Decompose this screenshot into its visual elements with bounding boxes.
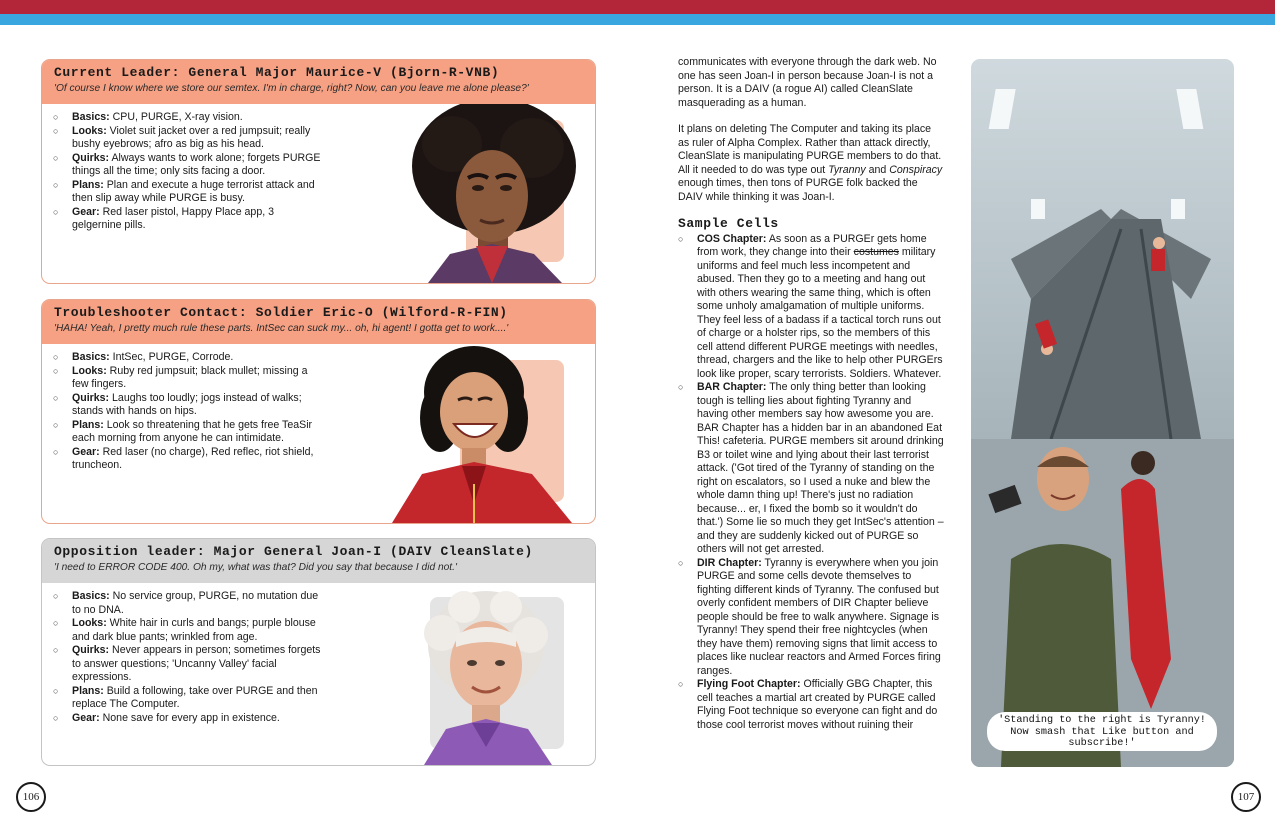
- stat-looks: ○ Looks: Violet suit jacket over a red jumpsuit; really bushy eyebrows; afro as big as his head.: [53, 125, 323, 152]
- npc-stat-list: [53, 351, 323, 473]
- npc-card-troubleshooter-contact: [41, 299, 596, 524]
- afro-man-portrait-icon: [372, 104, 596, 283]
- stat-basics: ○ Basics: IntSec, PURGE, Corrode.: [53, 351, 323, 365]
- top-band-red: [0, 0, 1275, 14]
- npc-card-quote: 'Of course I know where we store our semtex. I'm in charge, right? Now, can you leave me alone please?': [54, 83, 529, 94]
- stat-gear: ○ Gear: Red laser pistol, Happy Place app, 3 gelgernine pills.: [53, 206, 323, 233]
- sample-cells-list: [678, 233, 944, 733]
- npc-stat-list: [53, 111, 323, 233]
- laughing-man-portrait-icon: [362, 344, 596, 523]
- stat-looks: ○ Looks: Ruby red jumpsuit; black mullet; missing a few fingers.: [53, 365, 323, 392]
- stat-plans: ○ Plans: Plan and execute a huge terrorist attack and then slip away while PURGE is busy.: [53, 179, 323, 206]
- paragraph: It plans on deleting The Computer and taking its place as ruler of Alpha Complex. Rather than attack directly, CleanSlate is manipulating PURGE members to do that. All it needed to do was type out Tyranny and Conspiracy enough times, then tons of PURGE folk backed the DAIV while thinking it was Joan-I.: [678, 123, 943, 203]
- npc-card-current-leader: [41, 59, 596, 284]
- page-number-right: 107: [1231, 782, 1261, 812]
- list-item: ○ COS Chapter: As soon as a PURGEr gets home from work, they change into their costumes military uniforms and feel much less incompetent and abused. Then they go to a meeting and hang out with others wearing the same thing, which is often some unholy amalgamation of multiple uniforms. They feel less of a badass if a tactical torch runs out of charge or a holster rips, so the members of this cell attend different PURGE meetings with needles, thread, chargers and the like to help other PURGErs look like proper, scary terrorists. Soldiers. Whatever.: [678, 233, 944, 382]
- npc-stat-list: [53, 590, 323, 725]
- npc-card-opposition-leader: [41, 538, 596, 766]
- escalator-brawl-illustration-icon: [971, 59, 1234, 767]
- stat-basics: ○ Basics: No service group, PURGE, no mutation due to no DNA.: [53, 590, 323, 617]
- stat-gear: ○ Gear: Red laser (no charge), Red reflec, riot shield, truncheon.: [53, 446, 323, 473]
- npc-card-title: Troubleshooter Contact: Soldier Eric-O (Wilford-R-FIN): [54, 305, 508, 320]
- body-text-column: [678, 56, 944, 732]
- stat-quirks: ○ Quirks: Laughs too loudly; jogs instead of walks; stands with hands on hips.: [53, 392, 323, 419]
- page-number-left: 106: [16, 782, 46, 812]
- old-woman-portrait-icon: [372, 583, 596, 765]
- top-band-blue: [0, 14, 1275, 25]
- list-item: ○ DIR Chapter: Tyranny is everywhere when you join PURGE and some cells devote themselves to fighting different kinds of Tyranny. The confused but overly confident members of DIR Chapter believe people should be free to walk anywhere. Signage is Tyranny! They spend their free nightcycles (when they have them) removing signs that limit access to places like nuclear reactors and Armed Forces firing ranges.: [678, 557, 944, 679]
- npc-card-quote: 'I need to ERROR CODE 400. Oh my, what was that? Did you say that because I did not.': [54, 562, 457, 573]
- npc-card-quote: 'HAHA! Yeah, I pretty much rule these parts. IntSec can suck my... oh, hi agent! I gotta get to work....': [54, 323, 509, 334]
- npc-card-header: [42, 60, 595, 104]
- illustration-caption: 'Standing to the right is Tyranny! Now smash that Like button and subscribe!': [987, 712, 1217, 751]
- list-item: ○ BAR Chapter: The only thing better than looking tough is telling lies about fighting Tyranny and having other members say how awesome you are. BAR Chapter has a hidden bar in an abandoned Eat This! cafeteria. PURGE members sit around drinking B3 or toilet wine and lying about their last terrorist attack. ('Got tired of the Tyranny of standing on the right on escalators, so I used a nuke and blew the whole damn thing up! There's just no radiation because... er, I fixed the bomb so it wouldn't do that.') Some lie so much they get IntSec's attention – and they are suddenly kicked out of PURGE so others will not get arrested.: [678, 381, 944, 557]
- npc-card-header: [42, 300, 595, 344]
- stat-looks: ○ Looks: White hair in curls and bangs; purple blouse and dark blue pants; wrinkled from age.: [53, 617, 323, 644]
- stat-basics: ○ Basics: CPU, PURGE, X-ray vision.: [53, 111, 323, 125]
- section-heading: Sample Cells: [678, 216, 779, 231]
- stat-plans: ○ Plans: Build a following, take over PURGE and then replace The Computer.: [53, 685, 323, 712]
- list-item: ○ Flying Foot Chapter: Officially GBG Chapter, this cell teaches a martial art created by PURGE called Flying Foot technique so everyone can fight and do those cool terrorist moves without ruining their: [678, 678, 944, 732]
- paragraph: communicates with everyone through the dark web. No one has seen Joan-I in person because Joan-I is not a person. It is a DAIV (a rogue AI) called CleanSlate masquerading as a human.: [678, 56, 937, 109]
- stat-quirks: ○ Quirks: Never appears in person; sometimes forgets to answer questions; 'Uncanny Valley' facial expressions.: [53, 644, 323, 685]
- stat-gear: ○ Gear: None save for every app in existence.: [53, 712, 323, 726]
- stat-plans: ○ Plans: Look so threatening that he gets free TeaSir each morning from anyone he can intimidate.: [53, 419, 323, 446]
- stat-quirks: ○ Quirks: Always wants to work alone; forgets PURGE things all the time; only sits facing a door.: [53, 152, 323, 179]
- npc-card-title: Current Leader: General Major Maurice-V (Bjorn-R-VNB): [54, 65, 500, 80]
- npc-card-header: [42, 539, 595, 583]
- npc-card-title: Opposition leader: Major General Joan-I (DAIV CleanSlate): [54, 544, 533, 559]
